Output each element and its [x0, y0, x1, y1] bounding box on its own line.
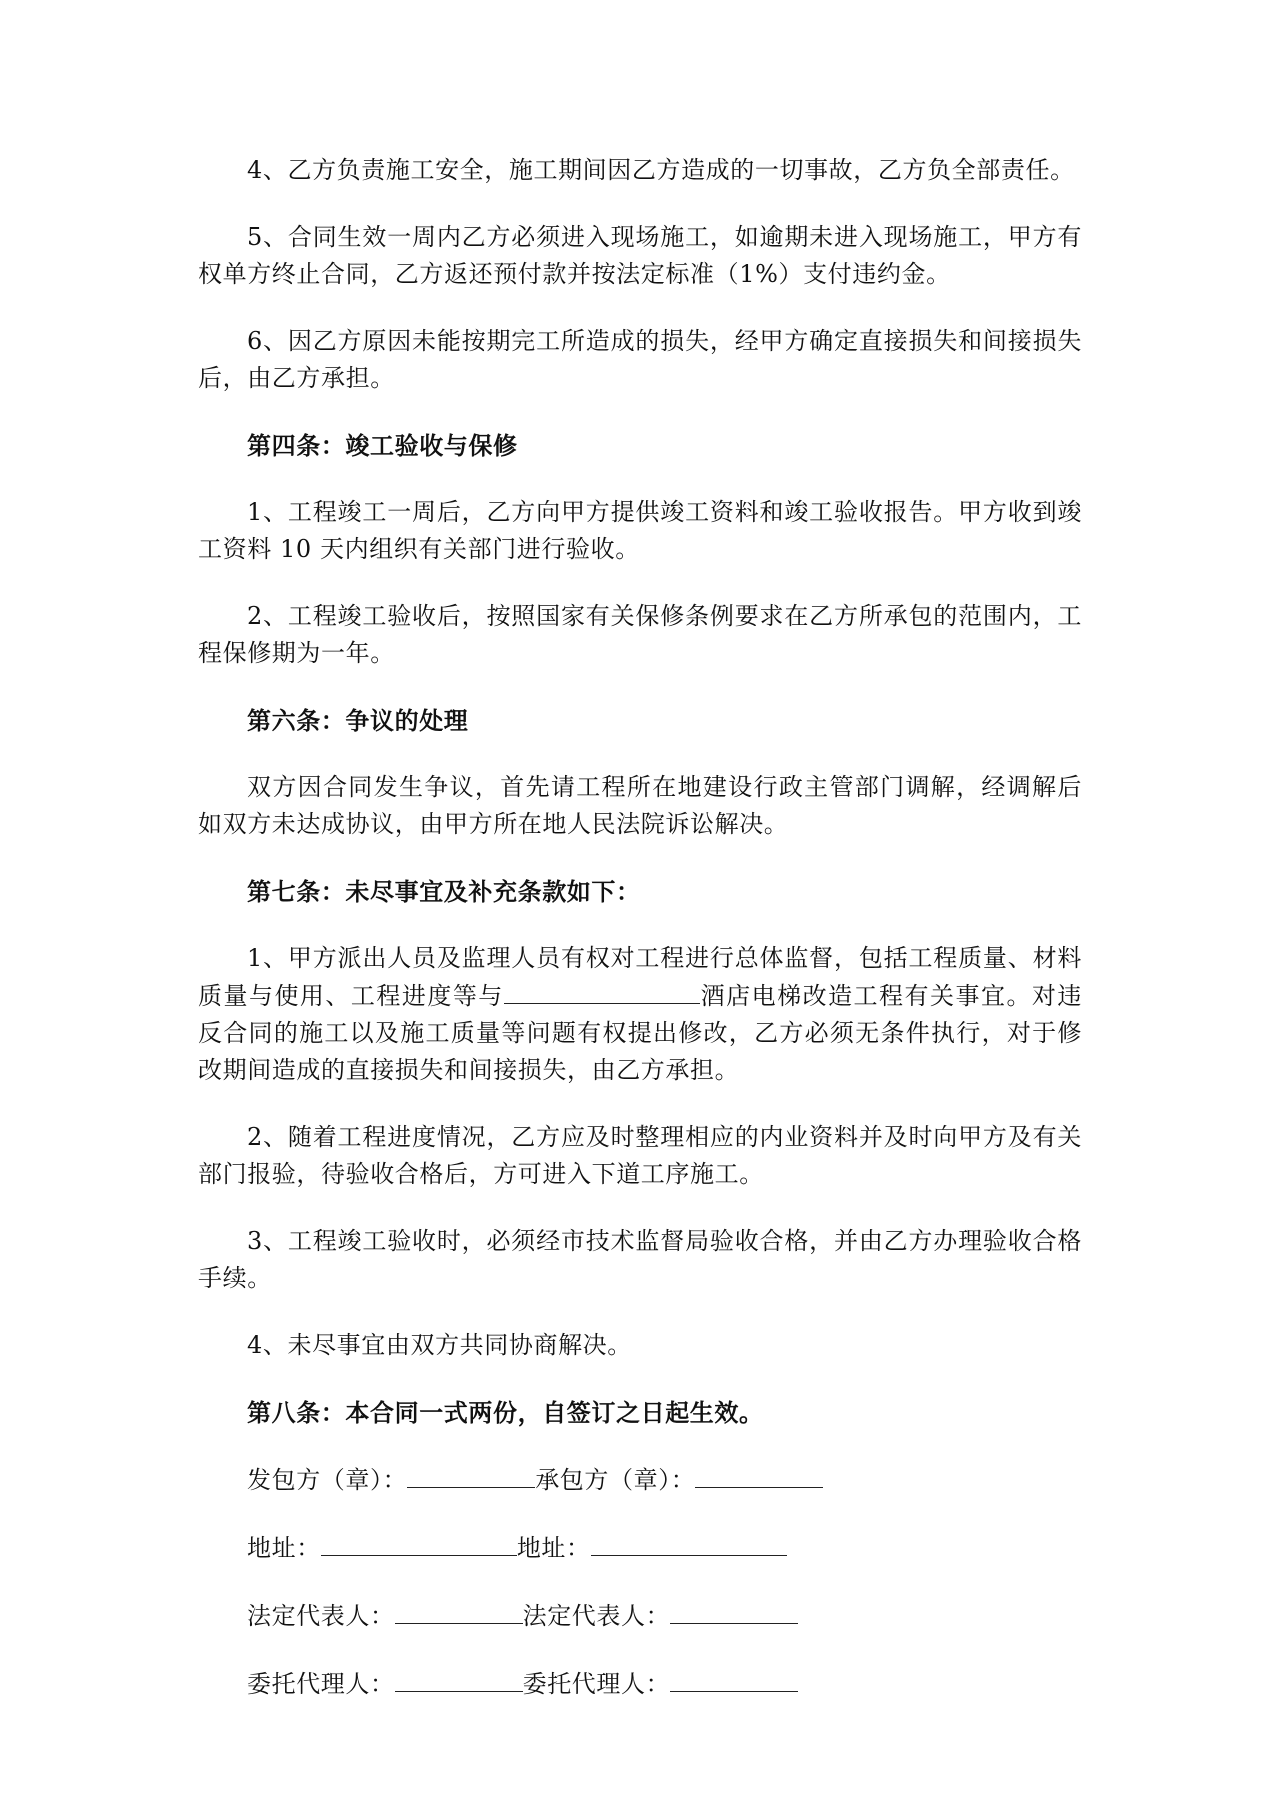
agent-b-blank[interactable] — [670, 1665, 798, 1692]
party-b-blank[interactable] — [695, 1461, 823, 1488]
party-b-label: 承包方（章）： — [535, 1466, 696, 1494]
clause-8-heading: 第八条：本合同一式两份，自签订之日起生效。 — [247, 1398, 764, 1427]
clause-7-item-3: 3、工程竣工验收时，必须经市技术监督局验收合格，并由乙方办理验收合格手续。 — [198, 1227, 1082, 1292]
party-a-blank[interactable] — [407, 1461, 535, 1488]
rep-b-blank[interactable] — [670, 1597, 798, 1624]
agent-a-label: 委托代理人： — [247, 1670, 395, 1698]
clause-7-item-2: 2、随着工程进度情况，乙方应及时整理相应的内业资料并及时向甲方及有关部门报验，待验收合格后，方可进入下道工序施工。 — [198, 1123, 1082, 1188]
clause-3-item-6: 6、因乙方原因未能按期完工所造成的损失，经甲方确定直接损失和间接损失后，由乙方承担。 — [198, 327, 1082, 392]
address-a-label: 地址： — [247, 1534, 321, 1562]
agent-b-label: 委托代理人： — [522, 1670, 671, 1698]
clause-7-heading: 第七条：未尽事宜及补充条款如下： — [247, 877, 641, 906]
clause-7-item-4: 4、未尽事宜由双方共同协商解决。 — [247, 1331, 632, 1359]
signature-row-address — [198, 1529, 1082, 1567]
clause-7-item-1-part-a: 1、甲方派出人员及监理人员有权对工程进行总体监督，包括工程质量、材料质量与使用、工程进度等与 — [198, 944, 1082, 1010]
party-a-label: 发包方（章）： — [247, 1466, 408, 1494]
signature-row-party — [198, 1461, 1082, 1499]
rep-a-blank[interactable] — [395, 1597, 523, 1624]
clause-7-item-1-part-b: 酒店电梯改造工程有关事宜。对违反合同的施工以及施工质量等问题有权提出修改，乙方必须无条件执行，对于修改期间造成的直接损失和间接损失，由乙方承担。 — [198, 982, 1083, 1084]
signature-row-agent — [198, 1665, 1082, 1703]
clause-3-item-4: 4、乙方负责施工安全，施工期间因乙方造成的一切事故，乙方负全部责任。 — [247, 156, 1075, 184]
hotel-name-blank[interactable] — [504, 977, 700, 1004]
agent-a-blank[interactable] — [395, 1665, 523, 1692]
rep-b-label: 法定代表人： — [522, 1602, 671, 1630]
clause-4-item-2: 2、工程竣工验收后，按照国家有关保修条例要求在乙方所承包的范围内，工程保修期为一年。 — [198, 602, 1082, 667]
clause-6-heading: 第六条：争议的处理 — [247, 706, 469, 735]
clause-6-text: 双方因合同发生争议，首先请工程所在地建设行政主管部门调解，经调解后如双方未达成协议，由甲方所在地人民法院诉讼解决。 — [198, 773, 1082, 838]
clause-4-item-1: 1、工程竣工一周后，乙方向甲方提供竣工资料和竣工验收报告。甲方收到竣工资料 10 天内组织有关部门进行验收。 — [198, 498, 1082, 563]
address-b-label: 地址： — [516, 1534, 591, 1562]
address-a-blank[interactable] — [321, 1529, 517, 1556]
clause-4-heading: 第四条：竣工验收与保修 — [247, 431, 518, 460]
clause-3-item-5: 5、合同生效一周内乙方必须进入现场施工，如逾期未进入现场施工，甲方有权单方终止合同，乙方返还预付款并按法定标准（1%）支付违约金。 — [198, 223, 1082, 288]
clause-7-item-1 — [198, 940, 1082, 1089]
signature-row-representative — [198, 1597, 1082, 1635]
address-b-blank[interactable] — [591, 1529, 787, 1556]
rep-a-label: 法定代表人： — [247, 1602, 395, 1630]
